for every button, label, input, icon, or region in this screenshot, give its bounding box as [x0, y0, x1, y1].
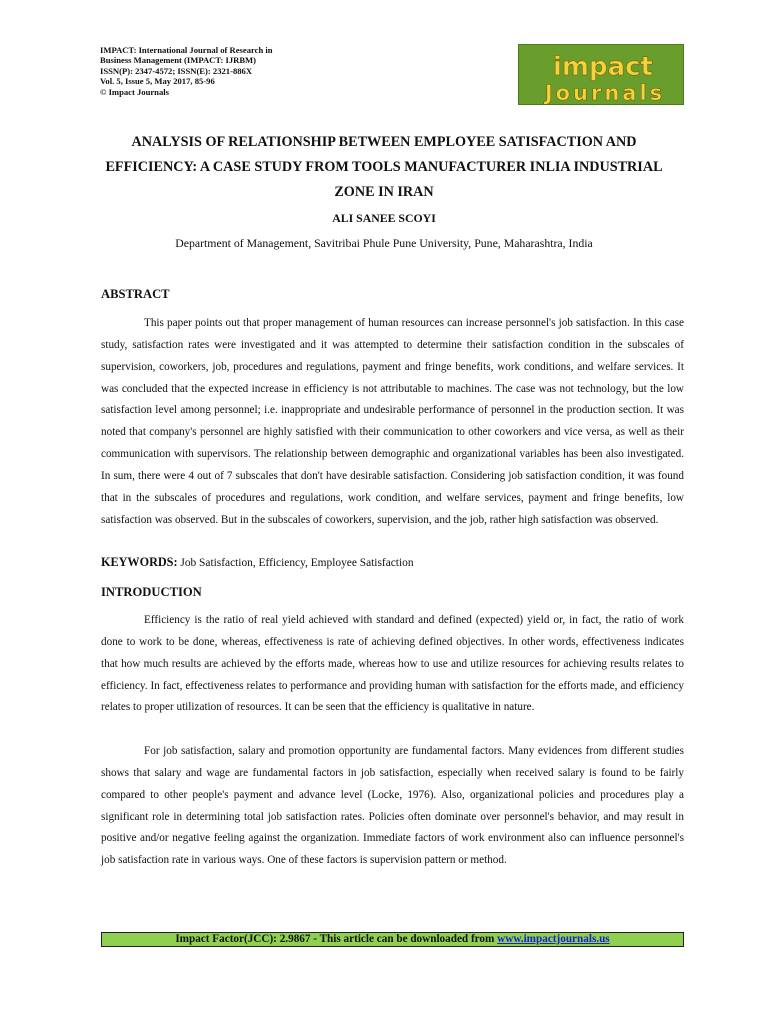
logo-top-text: impact	[552, 52, 654, 82]
abstract-text: This paper points out that proper management of human resources can increase personnel's job satisfaction. In this case study, satisfaction rates were investigated and it was attempted to determine their satisfaction condition in the subscales of supervision, coworkers, job, procedures and regulations, payment and fringe benefits, work conditions, and welfare services. It was concluded that the expected increase in efficiency is not attributable to machines. The case was not technology, but the low satisfaction level among personnel; i.e. inappropriate and undesirable performance of personnel in the production section. It was noted that company's personnel are highly satisfied with their communication to other coworkers and vice versa, as well as their communication with supervisors. The relationship between demographic and organizational variables has been also investigated. In sum, there were 4 out of 7 subscales that don't have desirable satisfaction. Considering job satisfaction condition, it was found that in the subscales of procedures and regulations, work condition, and welfare services, payment and fringe benefits, low satisfaction was observed. But in the subscales of coworkers, supervision, and the job, rather high satisfaction was observed.	[101, 317, 684, 526]
intro-paragraph-2: For job satisfaction, salary and promotion opportunity are fundamental factors. Many evidences from different studies shows that salary and wage are fundamental factors in job satisfaction, especially when received salary is found to be fairly compared to other people's payment and advance level (Locke, 1976). Also, organizational policies and procedures play a significant role in determining total job satisfaction rates. Policies often dominate over personnel's behavior, and may result in positive and/or negative feeling against the organization. Immediate factors of work environment also can influence personnel's job satisfaction rate in various ways. One of these factors is supervision pattern or method.	[101, 745, 684, 867]
introduction-heading: INTRODUCTION	[101, 585, 202, 599]
author-name: ALI SANEE SCOYI	[332, 211, 436, 225]
footer-text: Impact Factor(JCC): 2.9867 - This article can be downloaded from	[175, 933, 498, 945]
issn-line: ISSN(P): 2347-4572; ISSN(E): 2321-886X	[100, 65, 253, 76]
journal-header	[100, 45, 273, 97]
abstract-heading: ABSTRACT	[101, 287, 170, 301]
volume-line: Vol. 5, Issue 5, May 2017, 85-96	[100, 76, 215, 87]
logo-graphic	[519, 45, 684, 105]
footer-impact-factor	[101, 932, 684, 947]
keywords-line	[101, 555, 414, 570]
copyright-line: © Impact Journals	[100, 86, 169, 97]
keywords-value: Job Satisfaction, Efficiency, Employee Satisfaction	[180, 557, 414, 569]
intro-paragraph-1: Efficiency is the ratio of real yield achieved with standard and defined (expected) yield or, in fact, the ratio of work done to work to be done, whereas, effectiveness is rate of achieving defined objectives. In other words, effectiveness indicates that how much results are achieved by the efforts made, whereas how to use and utilize resources for achieving results relates to efficiency. In fact, effectiveness relates to performance and providing human with satisfaction for the efforts made, and efficiency relates to proper utilization of resources. It can be seen that the efficiency is qualitative in nature.	[101, 614, 684, 714]
keywords-label: KEYWORDS:	[101, 555, 178, 569]
impact-journals-logo	[518, 44, 684, 105]
paper-title: ANALYSIS OF RELATIONSHIP BETWEEN EMPLOYEE SATISFACTION AND EFFICIENCY: A CASE STUDY FROM TOOLS MANUFACTURER INLIA INDUSTRIAL ZONE IN IRAN	[105, 134, 663, 200]
footer-link[interactable]: www.impactjournals.us	[497, 933, 610, 945]
journal-name-line2: Business Management (IMPACT: IJRBM)	[100, 55, 257, 66]
logo-bottom-text: Journals	[544, 81, 666, 105]
journal-name-line1: IMPACT: International Journal of Research in	[100, 45, 273, 55]
author-affiliation: Department of Management, Savitribai Phule Pune University, Pune, Maharashtra, India	[175, 236, 593, 250]
